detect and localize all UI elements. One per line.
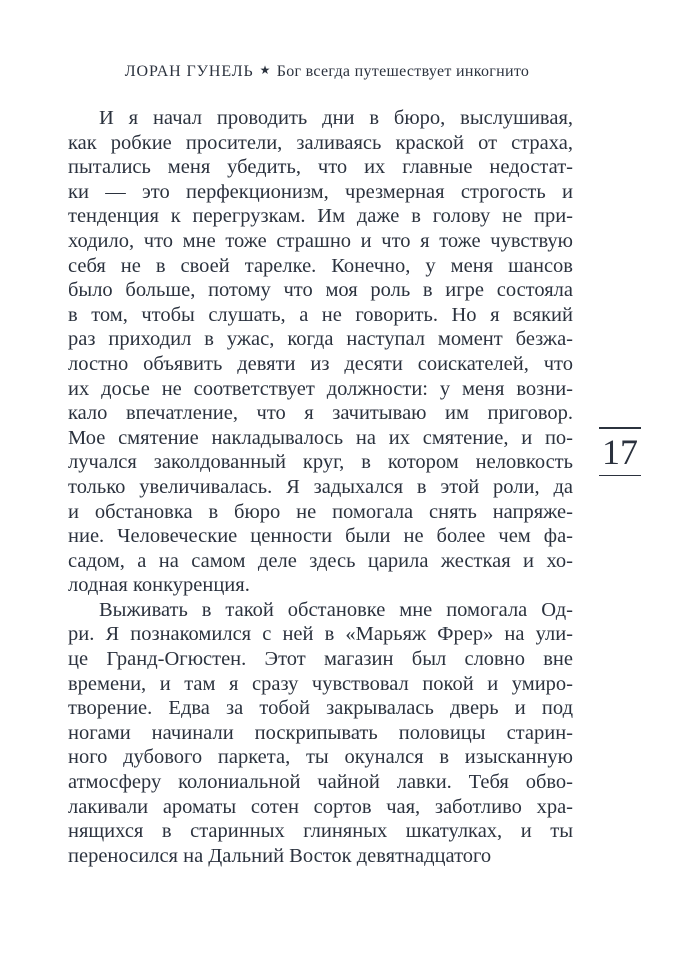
text-line: переносился на Дальний Восток девятнадцатого (68, 844, 492, 867)
text-line: было больше, потому что моя роль в игре состояла (68, 279, 573, 302)
text-line: садом, а на самом деле здесь царила жесткая и хо- (68, 549, 573, 572)
text-line: кало впечатление, что я зачитываю им приговор. (68, 402, 573, 425)
text-line: тенденция к перегрузкам. Им даже в голову не при- (68, 205, 573, 228)
page-number-block (599, 427, 641, 476)
star-icon: ★ (259, 63, 271, 77)
text-line: ногами начинали поскрипывать половицы старин- (68, 721, 573, 744)
text-line: лакивали ароматы сотен сортов чая, заботливо хра- (68, 795, 573, 818)
page-number: 17 (602, 431, 638, 472)
text-line: творение. Едва за тобой закрывалась дверь и под (68, 697, 573, 720)
text-line: ри. Я познакомился с ней в «Марьяж Фрер» на ули- (68, 623, 573, 646)
text-line: раз приходил в ужас, когда наступал момент безжа- (68, 328, 573, 351)
text-line: ние. Человеческие ценности были не более чем фа- (68, 525, 573, 548)
text-line: И я начал проводить дни в бюро, выслушивая, (99, 107, 573, 129)
text-line: атмосферу колониальной чайной лавки. Тебя обво- (68, 771, 573, 794)
text-line: лучался заколдованный круг, в котором неловкость (68, 451, 573, 474)
text-line: ного дубового паркета, ты окунался в изысканную (68, 746, 573, 769)
text-line: лостно объявить девяти из десяти соискателей, что (68, 352, 573, 375)
text-line: времени, и там я сразу чувствовал покой и умиро- (68, 672, 573, 695)
book-title: Бог всегда путешествует инкогнито (276, 63, 530, 80)
running-header (72, 63, 582, 81)
text-line: и обстановка в бюро не помогала снять напряже- (68, 500, 573, 523)
text-line: только увеличивалась. Я задыхался в этой роли, да (68, 475, 573, 498)
text-line: их досье не соответствует должности: у меня возни- (68, 377, 573, 400)
author-name: ЛОРАН ГУНЕЛЬ (124, 63, 254, 80)
text-line: пытались меня убедить, что их главные недостат- (68, 156, 573, 179)
text-line: ходило, что мне тоже страшно и что я тоже чувствую (68, 229, 573, 252)
page-number-rule-bottom (599, 475, 641, 477)
text-line: лодная конкуренция. (68, 574, 250, 597)
text-line: Выживать в такой обстановке мне помогала Од- (99, 598, 573, 621)
text-line: Мое смятение накладывалось на их смятение, и по- (68, 426, 573, 449)
text-line: в том, чтобы слушать, а не говорить. Но я всякий (68, 303, 573, 326)
body-text (68, 106, 573, 868)
text-line: це Гранд-Огюстен. Этот магазин был словно вне (68, 648, 573, 671)
text-line: ки — это перфекционизм, чрезмерная строгость и (68, 180, 573, 203)
text-line: нящихся в старинных глиняных шкатулках, и ты (68, 820, 573, 843)
text-line: как робкие просители, заливаясь краской от страха, (68, 131, 573, 154)
text-line: себя не в своей тарелке. Конечно, у меня шансов (68, 254, 573, 277)
